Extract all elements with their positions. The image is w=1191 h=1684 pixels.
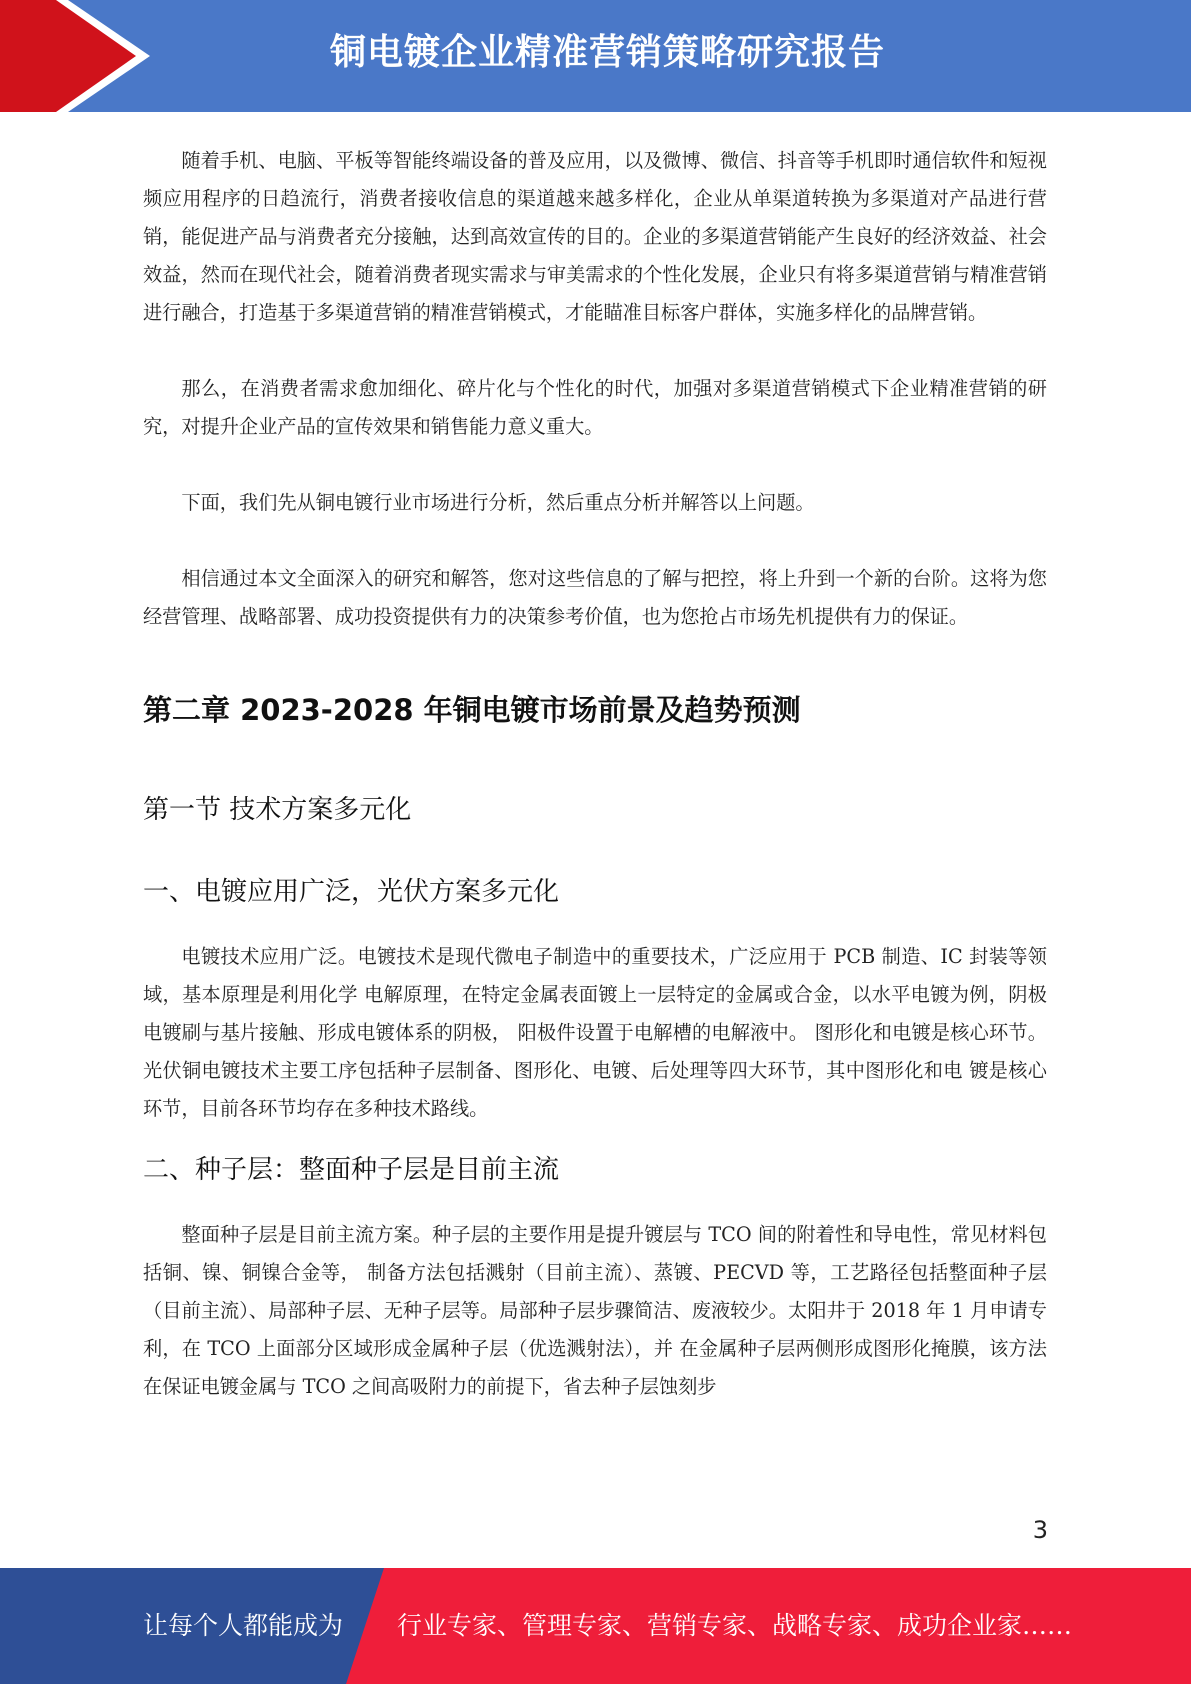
chapter-heading: 第二章 2023-2028 年铜电镀市场前景及趋势预测	[143, 693, 801, 727]
intro-paragraph-1: 随着手机、电脑、平板等智能终端设备的普及应用，以及微博、微信、抖音等手机即时通信软件和短视频应用程序的日趋流行，消费者接收信息的渠道越来越多样化，企业从单渠道转换为多渠道对产品进行营销，能促进产品与消费者充分接触，达到高效宣传的目的。企业的多渠道营销能产生良好的经济效益、社会效益，然而在现代社会，随着消费者现实需求与审美需求的个性化发展，企业只有将多渠道营销与精准营销进行融合，打造基于多渠道营销的精准营销模式，才能瞄准目标客户群体，实施多样化的品牌营销。	[143, 149, 1047, 324]
report-title: 铜电镀企业精准营销策略研究报告	[329, 32, 885, 73]
footer-slogan-right: 行业专家、管理专家、营销专家、战略专家、成功企业家……	[397, 1611, 1073, 1640]
subsection-heading-1: 一、电镀应用广泛，光伏方案多元化	[143, 877, 560, 907]
header-band	[0, 0, 1191, 112]
subsection-heading-2: 二、种子层：整面种子层是目前主流	[143, 1155, 560, 1185]
intro-paragraph-2: 那么，在消费者需求愈加细化、碎片化与个性化的时代，加强对多渠道营销模式下企业精准营销的研究，对提升企业产品的宣传效果和销售能力意义重大。	[143, 377, 1047, 438]
subsection-paragraph-2: 整面种子层是目前主流方案。种子层的主要作用是提升镀层与 TCO 间的附着性和导电性，常见材料包括铜、镍、铜镍合金等， 制备方法包括溅射（目前主流）、蒸镀、PECVD 等，工艺路径包括整面种子层（目前主流）、局部种子层、无种子层等。局部种子层步骤简洁、废液较少。太阳井于 2018 年 1 月申请专利，在 TCO 上面部分区域形成金属种子层（优选溅射法），并 在金属种子层两侧形成图形化掩膜，该方法在保证电镀金属与 TCO 之间高吸附力的前提下，省去种子层蚀刻步	[143, 1223, 1047, 1398]
intro-paragraph-4: 相信通过本文全面深入的研究和解答，您对这些信息的了解与把控，将上升到一个新的台阶。这将为您经营管理、战略部署、成功投资提供有力的决策参考价值，也为您抢占市场先机提供有力的保证。	[143, 567, 1047, 628]
page-number: 3	[1032, 1516, 1048, 1544]
footer-band	[0, 1568, 1191, 1684]
document-body	[143, 142, 1047, 1406]
subsection-paragraph-1: 电镀技术应用广泛。电镀技术是现代微电子制造中的重要技术，广泛应用于 PCB 制造、IC 封装等领域，基本原理是利用化学 电解原理，在特定金属表面镀上一层特定的金属或合金，以水平电镀为例，阴极电镀刷与基片接触、形成电镀体系的阴极， 阳极件设置于电解槽的电解液中。 图形化和电镀是核心环节。光伏铜电镀技术主要工序包括种子层制备、图形化、电镀、后处理等四大环节，其中图形化和电 镀是核心环节，目前各环节均存在多种技术路线。	[143, 945, 1047, 1120]
section-heading: 第一节 技术方案多元化	[143, 795, 412, 825]
intro-paragraph-3: 下面，我们先从铜电镀行业市场进行分析，然后重点分析并解答以上问题。	[181, 491, 815, 514]
footer-slogan-left: 让每个人都能成为	[143, 1611, 344, 1640]
